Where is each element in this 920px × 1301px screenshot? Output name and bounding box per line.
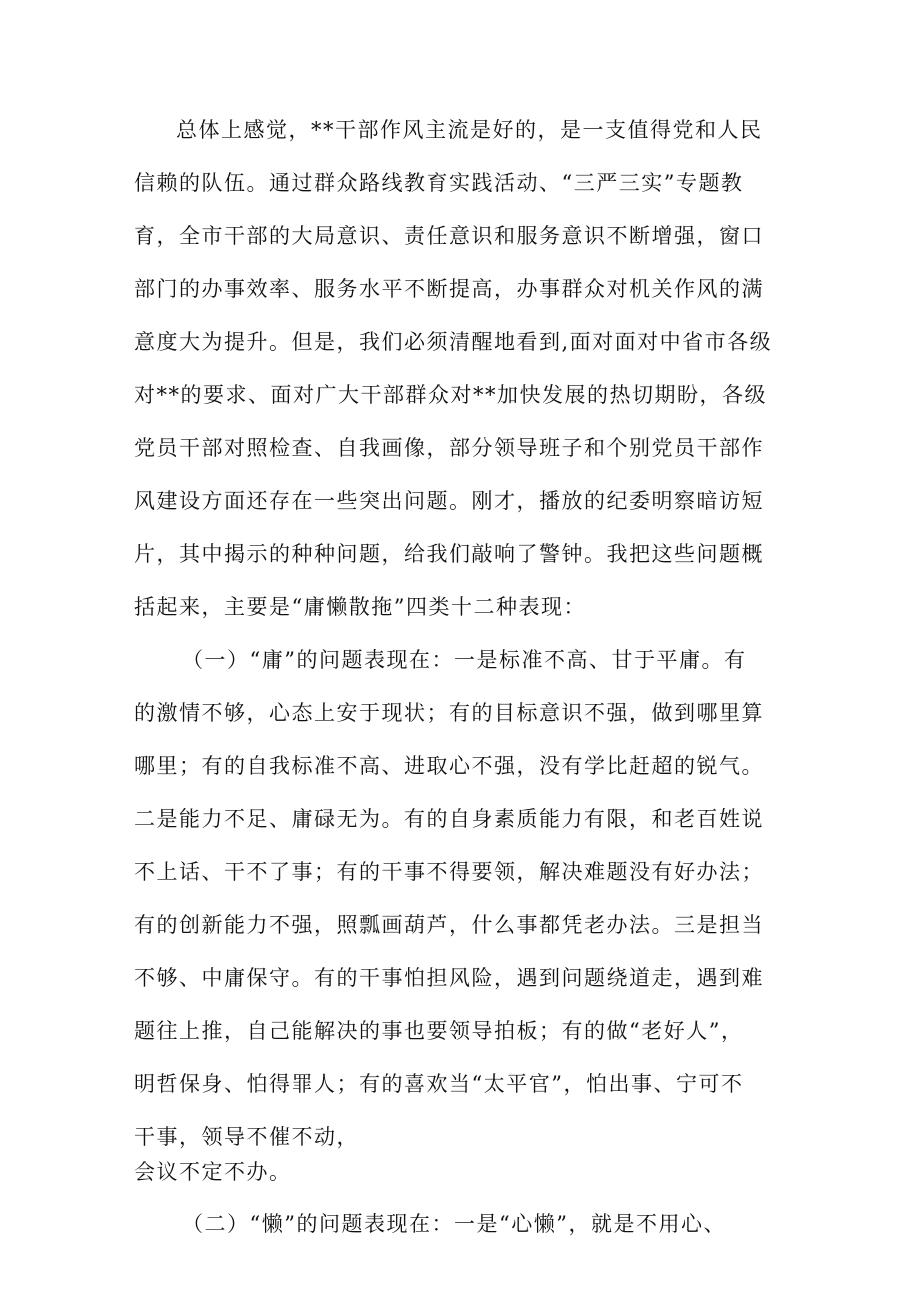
paragraph-1-line-7: 党员干部对照检查、自我画像，部分领导班子和个别党员干部作 (134, 436, 764, 460)
paragraph-1-line-2: 信赖的队伍。通过群众路线教育实践活动、“三严三实”专题教 (134, 171, 744, 195)
paragraph-1-line-4: 部门的办事效率、服务水平不断提高，办事群众对机关作风的满 (134, 277, 764, 301)
paragraph-2-line-4: 二是能力不足、庸碌无为。有的自身素质能力有限，和老百姓说 (134, 807, 764, 831)
paragraph-2-line-10: 干事，领导不催不动， (134, 1125, 359, 1149)
paragraph-2-line-6: 有的创新能力不强，照瓢画葫芦，什么事都凭老办法。三是担当 (134, 913, 764, 937)
paragraph-1-line-5: 意度大为提升。但是，我们必须清醒地看到,面对面对中省市各级 (134, 330, 773, 354)
paragraph-1-line-6: 对**的要求、面对广大干部群众对**加快发展的热切期盼，各级 (134, 383, 767, 407)
paragraph-3-line-1: （二）“懒”的问题表现在：一是“心懒”，就是不用心、 (182, 1212, 726, 1236)
paragraph-2-line-1: （一）“庸”的问题表现在：一是标准不高、甘于平庸。有 (182, 648, 747, 672)
paragraph-2-line-11: 会议不定不办。 (134, 1160, 292, 1184)
paragraph-2-line-8: 题往上推，自己能解决的事也要领导拍板；有的做“老好人”， (134, 1019, 744, 1043)
paragraph-2-line-2: 的激情不够，心态上安于现状；有的目标意识不强，做到哪里算 (134, 701, 764, 725)
paragraph-2-line-7: 不够、中庸保守。有的干事怕担风险，遇到问题绕道走，遇到难 (134, 966, 764, 990)
paragraph-1-line-9: 片，其中揭示的种种问题，给我们敲响了警钟。我把这些问题概 (134, 542, 764, 566)
paragraph-2-line-9: 明哲保身、怕得罪人；有的喜欢当“太平官”，怕出事、宁可不 (134, 1072, 744, 1096)
paragraph-1-line-8: 风建设方面还存在一些突出问题。刚才，播放的纪委明察暗访短 (134, 489, 764, 513)
paragraph-1-line-3: 育，全市干部的大局意识、责任意识和服务意识不断增强，窗口 (134, 224, 764, 248)
paragraph-1-line-10: 括起来，主要是“庸懒散拖”四类十二种表现： (134, 595, 586, 619)
paragraph-2-line-3: 哪里；有的自我标准不高、进取心不强，没有学比赶超的锐气。 (134, 754, 764, 778)
paragraph-2-line-5: 不上话、干不了事；有的干事不得要领，解决难题没有好办法； (134, 860, 764, 884)
paragraph-1-line-1: 总体上感觉，**干部作风主流是好的，是一支值得党和人民 (176, 118, 763, 142)
